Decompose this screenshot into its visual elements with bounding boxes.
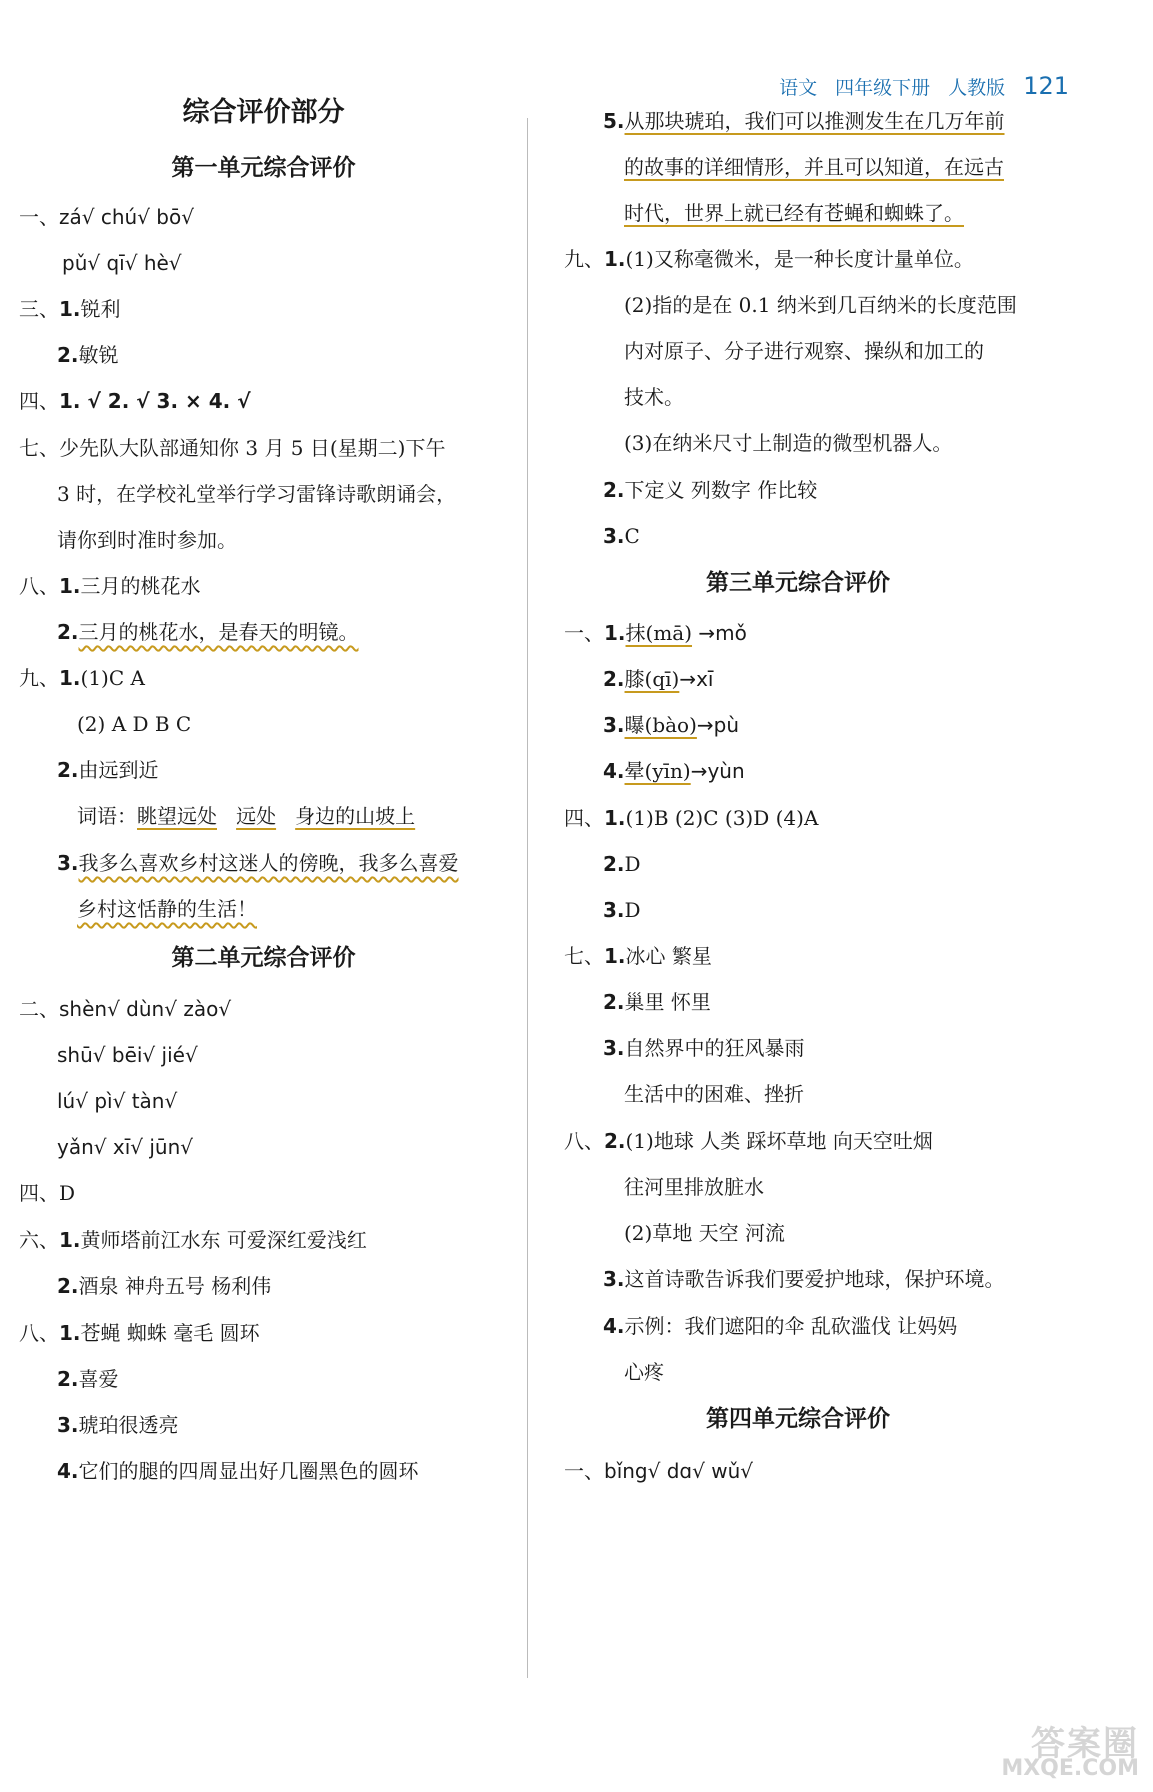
u4-q1 (564, 1456, 753, 1486)
u2-q9-n1: 1. (604, 247, 626, 271)
u2-q8-1 (19, 1318, 260, 1348)
u2-q8-5b: 的故事的详细情形，并且可以知道，在远古 (624, 155, 1004, 179)
u2-q6-a2: 酒泉 神舟五号 杨利伟 (78, 1274, 272, 1298)
u3-q8-2c: (2)草地 天空 河流 (624, 1221, 786, 1245)
u3-q4-n2: 2. (603, 852, 625, 876)
u2-q6-n2: 2. (57, 1274, 79, 1298)
u1-q9-a2: 由远到近 (78, 758, 159, 782)
u3-q7-a2: 巢里 怀里 (624, 990, 711, 1014)
u1-q3-2 (57, 340, 119, 370)
u2-q2-row2: shū√ bēi√ jié√ (57, 1043, 198, 1067)
u1-q3-n2: 2. (57, 343, 79, 367)
header-grade: 四年级下册 (835, 77, 931, 99)
u2-q8-a3: 琥珀很透亮 (78, 1413, 179, 1437)
u3-q4-a3: D (624, 898, 641, 922)
u3-q1-a3b: →pù (696, 713, 740, 737)
u4-q1-row1: bǐng√ dɑ√ wǔ√ (604, 1459, 753, 1483)
u1-q7-l2: 3 时，在学校礼堂举行学习雷锋诗歌朗诵会， (57, 482, 457, 506)
u1-q8-2 (57, 617, 359, 647)
u3-q1-label: 一、 (564, 621, 604, 645)
u3-q8-a4a: 示例：我们遮阳的伞 乱砍滥伐 让妈妈 (624, 1314, 958, 1338)
u1-q7-l1 (19, 433, 445, 463)
u3-q8-a3: 这首诗歌告诉我们要爱护地球，保护环境。 (624, 1267, 1005, 1291)
u1-q8-1 (19, 571, 201, 601)
page-header (779, 72, 1069, 100)
u2-q8-a1: 苍蝇 蜘蛛 毫毛 圆环 (80, 1321, 260, 1345)
u3-q4-label: 四、 (564, 806, 604, 830)
u1-q4 (19, 386, 251, 416)
u2-q9-3 (603, 521, 640, 551)
u3-q1-a4a: 晕(yīn) (624, 759, 691, 783)
u3-q8-4b: 心疼 (624, 1360, 664, 1384)
unit2-title: 第二单元综合评价 (171, 945, 356, 971)
u1-q9-n2: 2. (57, 758, 79, 782)
u2-q8-5a (603, 106, 1005, 136)
u2-q6-a1: 黄师塔前江水东 可爱深红爱浅红 (80, 1228, 367, 1252)
u1-q7-label: 七、 (19, 436, 59, 460)
u2-q9-1b: (2)指的是在 0.1 纳米到几百纳米的长度范围 (624, 293, 1017, 317)
u2-q9-1c: 内对原子、分子进行观察、操纵和加工的 (624, 339, 984, 363)
u2-q8-label: 八、 (19, 1321, 59, 1345)
u2-q8-a4: 它们的腿的四周显出好几圈黑色的圆环 (78, 1459, 419, 1483)
u1-q9-label: 九、 (19, 666, 59, 690)
section-title: 综合评价部分 (182, 97, 345, 128)
u2-q8-5c: 时代，世界上就已经有苍蝇和蜘蛛了。 (624, 201, 964, 225)
u2-q8-4 (57, 1456, 419, 1486)
u3-q8-a2a: (1)地球 人类 踩坏草地 向天空吐烟 (625, 1129, 933, 1153)
u3-q8-n2: 2. (604, 1129, 626, 1153)
u1-q9-1b: (2) A D B C (77, 712, 192, 736)
u3-q1-2 (603, 664, 713, 694)
u3-q1-4 (603, 756, 745, 786)
page-number: 121 (1023, 72, 1069, 100)
u2-q8-n2: 2. (57, 1367, 79, 1391)
u1-q9-word3: 身边的山坡上 (295, 804, 416, 828)
u2-q2-row4: yǎn√ xī√ jūn√ (57, 1135, 194, 1159)
u1-q9-words-label: 词语： (77, 804, 137, 828)
unit3-title: 第三单元综合评价 (706, 570, 890, 596)
u3-q8-n3: 3. (603, 1267, 625, 1291)
u1-q8-a1: 三月的桃花水 (80, 574, 201, 598)
u1-q1-row1: zá√ chú√ bō√ (59, 205, 194, 229)
u1-q7-text1: 少先队大队部通知你 3 月 5 日(星期二)下午 (59, 436, 446, 460)
u3-q7-2 (603, 987, 711, 1017)
u2-q6-label: 六、 (19, 1228, 59, 1252)
u1-q4-label: 四、 (19, 389, 59, 413)
u2-q8-n5: 5. (603, 109, 625, 133)
u3-q8-4a (603, 1311, 957, 1341)
u2-q9-a1a: (1)又称毫微米，是一种长度计量单位。 (625, 247, 974, 271)
u3-q4-1 (564, 803, 818, 833)
watermark-logo-text: 答案圈 (1031, 1724, 1139, 1764)
u1-q9-word1: 眺望远处 (137, 804, 217, 828)
u3-q7-n1: 1. (604, 944, 626, 968)
u1-q7-l3: 请你到时准时参加。 (57, 528, 237, 552)
u3-q1-a3a: 曝(bào) (624, 713, 697, 737)
u3-q4-n3: 3. (603, 898, 625, 922)
u1-q8-n2: 2. (57, 620, 79, 644)
u1-q8-label: 八、 (19, 574, 59, 598)
u2-q8-n3: 3. (57, 1413, 79, 1437)
u2-q4 (19, 1178, 75, 1208)
u3-q1-n2: 2. (603, 667, 625, 691)
u1-q3-label: 三、 (19, 297, 59, 321)
u3-q8-label: 八、 (564, 1129, 604, 1153)
u3-q4-a1: (1)B (2)C (3)D (4)A (625, 806, 819, 830)
u3-q1-n3: 3. (603, 713, 625, 737)
u2-q2-row1 (19, 994, 231, 1024)
u3-q4-a2: D (624, 852, 641, 876)
u1-q9-1 (19, 663, 145, 693)
unit1-title: 第一单元综合评价 (171, 155, 356, 181)
watermark-url: MXQE.COM (1001, 1756, 1139, 1781)
u1-q9-word2: 远处 (236, 804, 277, 828)
u3-q4-3 (603, 895, 641, 925)
u2-q9-label: 九、 (564, 247, 604, 271)
watermark (989, 1716, 1139, 1784)
u3-q7-3 (603, 1033, 805, 1063)
u3-q1-a2b: →xī (679, 667, 714, 691)
u2-q8-3 (57, 1410, 179, 1440)
u1-q9-2 (57, 755, 159, 785)
u2-q6-1 (19, 1225, 367, 1255)
u1-q8-a2: 三月的桃花水，是春天的明镜。 (78, 620, 359, 644)
unit4-title: 第四单元综合评价 (706, 1406, 890, 1432)
u3-q4-n1: 1. (604, 806, 626, 830)
u1-q9-a3a: 我多么喜欢乡村这迷人的傍晚，我多么喜爱 (78, 851, 459, 875)
u2-q8-2 (57, 1364, 119, 1394)
u3-q8-2b: 往河里排放脏水 (624, 1175, 764, 1199)
u2-q8-n1: 1. (59, 1321, 81, 1345)
u2-q9-n2: 2. (603, 478, 625, 502)
u1-q1 (19, 202, 194, 232)
u2-q8-a2: 喜爱 (78, 1367, 119, 1391)
u3-q7-1 (564, 941, 712, 971)
u1-q3-a1: 锐利 (80, 297, 121, 321)
u1-q9-n3: 3. (57, 851, 79, 875)
u3-q1-a2a: 膝(qī) (624, 667, 680, 691)
u3-q1-a1b: →mǒ (692, 621, 747, 645)
u2-q9-a3: C (624, 524, 640, 548)
u3-q8-3 (603, 1264, 1005, 1294)
u1-q9-3a (57, 848, 459, 878)
u2-q9-2 (603, 475, 817, 505)
u2-q6-2 (57, 1271, 271, 1301)
u2-q9-1e: (3)在纳米尺寸上制造的微型机器人。 (624, 431, 953, 455)
u2-q9-1a (564, 244, 974, 274)
header-edition: 人教版 (948, 77, 1006, 99)
u3-q7-3b: 生活中的困难、挫折 (624, 1082, 804, 1106)
u2-q8-n4: 4. (57, 1459, 79, 1483)
u3-q7-n3: 3. (603, 1036, 625, 1060)
u2-q9-n3: 3. (603, 524, 625, 548)
u3-q1-a1a: 抹(mā) (625, 621, 693, 645)
column-divider (527, 118, 528, 1678)
u2-q6-n1: 1. (59, 1228, 81, 1252)
u4-q1-label: 一、 (564, 1459, 604, 1483)
u2-q8-a5a: 从那块琥珀，我们可以推测发生在几万年前 (624, 109, 1005, 133)
u3-q8-n4: 4. (603, 1314, 625, 1338)
u1-q3-a2: 敏锐 (78, 343, 119, 367)
u3-q7-label: 七、 (564, 944, 604, 968)
u3-q7-a3a: 自然界中的狂风暴雨 (624, 1036, 805, 1060)
u1-q9-words (77, 801, 415, 831)
u3-q7-n2: 2. (603, 990, 625, 1014)
u3-q1-3 (603, 710, 739, 740)
u2-q4-label: 四、 (19, 1181, 59, 1205)
u2-q4-answer: D (59, 1181, 76, 1205)
u2-q2-row3: lú√ pì√ tàn√ (57, 1089, 178, 1113)
u1-q8-n1: 1. (59, 574, 81, 598)
u2-q9-1d: 技术。 (624, 385, 684, 409)
u3-q1-a4b: →yùn (690, 759, 745, 783)
u1-q9-a1a: (1)C A (80, 666, 145, 690)
u3-q1-1 (564, 618, 747, 648)
u1-q4-answers: 1. √ 2. √ 3. × 4. √ (59, 389, 251, 413)
u3-q7-a1: 冰心 繁星 (625, 944, 712, 968)
u1-q9-3b: 乡村这恬静的生活！ (77, 897, 257, 921)
header-subject: 语文 (779, 77, 818, 99)
u1-q9-n1: 1. (59, 666, 81, 690)
u1-q1-label: 一、 (19, 205, 59, 229)
u2-q2-r1: shèn√ dùn√ zào√ (59, 997, 232, 1021)
u1-q3-1 (19, 294, 121, 324)
u2-q2-label: 二、 (19, 997, 59, 1021)
u3-q8-2a (564, 1126, 933, 1156)
u1-q3-n1: 1. (59, 297, 81, 321)
u3-q4-2 (603, 849, 641, 879)
u2-q9-a2: 下定义 列数字 作比较 (624, 478, 818, 502)
u3-q1-n1: 1. (604, 621, 626, 645)
u1-q1-row2: pǔ√ qī√ hè√ (62, 251, 182, 275)
u3-q1-n4: 4. (603, 759, 625, 783)
